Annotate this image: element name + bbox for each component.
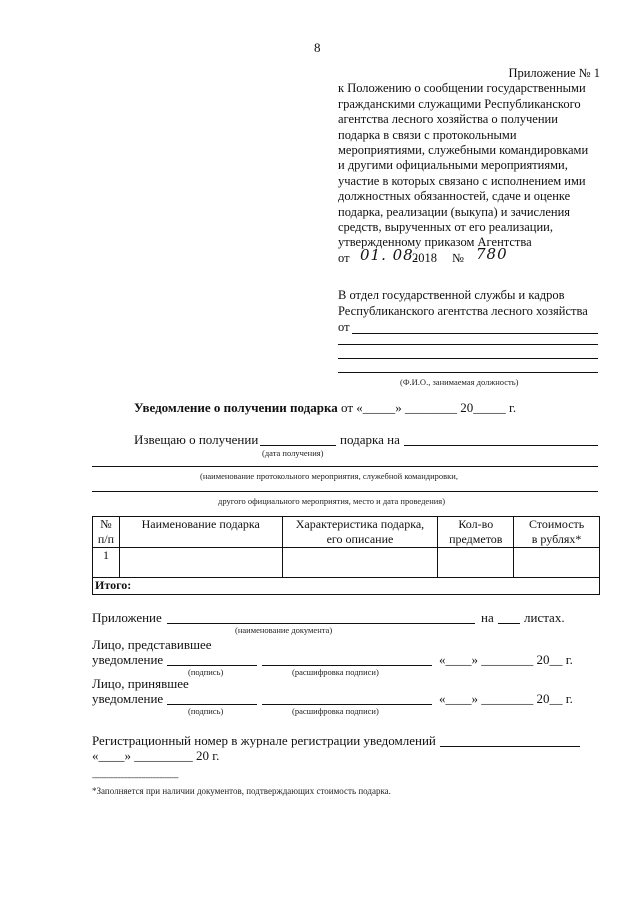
notice-date: от «_____» ________ 20_____ г. — [341, 400, 517, 415]
appendix-line: к Положению о сообщении государственными — [338, 81, 586, 96]
addressee-from: от — [338, 320, 350, 334]
year: 2018 — [412, 250, 437, 265]
quantity-cell[interactable] — [438, 548, 514, 578]
appendix-line: агентства лесного хозяйства о получении — [338, 112, 558, 127]
event-caption-1: (наименование протокольного мероприятия, служебной командировки, — [200, 471, 458, 481]
number-sign: № — [452, 250, 464, 265]
presenter-date: «____» ________ 20__ г. — [439, 652, 573, 667]
appendix-line: гражданскими служащими Республиканского — [338, 96, 581, 111]
receiver-decode-field[interactable] — [262, 704, 432, 705]
appendix-line: и другими официальными мероприятиями, — [338, 158, 568, 173]
presenter-signature-field[interactable] — [167, 665, 257, 666]
page-number: 8 — [314, 40, 321, 55]
registration-number-field[interactable] — [440, 746, 580, 747]
table-total-row — [93, 578, 600, 595]
appendix-line: подарка, реализации (выкупа) и зачисления — [338, 204, 571, 219]
event-caption-2: другого официального мероприятия, место и дата проведения) — [218, 496, 446, 506]
attachment-sheets-field[interactable] — [498, 623, 520, 624]
appendix-date-line — [338, 244, 600, 269]
notice-title: Уведомление о получении подарка — [134, 400, 338, 415]
inform-middle: подарка на — [340, 432, 400, 447]
inform-prefix: Извещаю о получении — [134, 432, 259, 447]
attachment-on: на — [481, 610, 494, 625]
receiver-line2: уведомление — [92, 691, 164, 706]
handwritten-number: 780 — [476, 244, 508, 263]
addressee-field-2[interactable] — [338, 344, 598, 345]
appendix-line: должностных обязанностей, сдаче и оценке — [338, 189, 571, 204]
registration-text: Регистрационный номер в журнале регистрации уведомлений — [92, 733, 436, 748]
receipt-date-field[interactable] — [260, 445, 336, 446]
appendix-line: средств, вырученных от его реализации, — [338, 220, 553, 235]
appendix-title: Приложение № 1 — [508, 66, 600, 80]
attachment-sheets: листах. — [524, 610, 565, 625]
gift-table — [92, 516, 600, 595]
footnote-separator: ------------------------------------- — [92, 772, 179, 782]
presenter-decode-field[interactable] — [262, 665, 432, 666]
presenter-sign-caption: (подпись) — [188, 667, 224, 677]
appendix-line: мероприятиями, служебными командировками — [338, 143, 589, 158]
total-label: Итого: — [93, 578, 600, 595]
registration-date: «____» _________ 20 г. — [92, 748, 220, 763]
header-quantity: Кол-во предметов — [438, 517, 514, 548]
appendix-line: утвержденному приказом Агентства — [338, 235, 532, 250]
addressee-from-field[interactable] — [352, 333, 598, 334]
header-description: Характеристика подарка, его описание — [282, 517, 438, 548]
description-cell[interactable] — [282, 548, 438, 578]
receiver-date: «____» ________ 20__ г. — [439, 691, 573, 706]
event-field-2[interactable] — [92, 466, 598, 467]
handwritten-date: 01. 08. — [360, 245, 420, 264]
receiver-line1: Лицо, принявшее — [92, 676, 189, 691]
addressee-line2: Республиканского агентства лесного хозяйства — [338, 304, 588, 318]
header-cost: Стоимость в рублях* — [514, 517, 600, 548]
appendix-line: участие в которых связано с исполнением ими — [338, 173, 586, 188]
presenter-line2: уведомление — [92, 652, 164, 667]
addressee-field-4[interactable] — [338, 372, 598, 373]
table-row — [93, 548, 600, 578]
addressee-field-3[interactable] — [338, 358, 598, 359]
appendix-block — [338, 66, 600, 269]
addressee-line1: В отдел государственной службы и кадров — [338, 288, 565, 302]
appendix-text — [338, 81, 600, 250]
attachment-caption: (наименование документа) — [235, 625, 333, 635]
cost-cell[interactable] — [514, 548, 600, 578]
presenter-decode-caption: (расшифровка подписи) — [292, 667, 379, 677]
receiver-signature-field[interactable] — [167, 704, 257, 705]
row-number-cell: 1 — [93, 548, 120, 578]
presenter-line1: Лицо, представившее — [92, 637, 212, 652]
header-gift-name: Наименование подарка — [119, 517, 282, 548]
header-number: № п/п — [93, 517, 120, 548]
notice-heading — [134, 400, 516, 416]
table-header-row — [93, 517, 600, 548]
event-field-1[interactable] — [404, 445, 598, 446]
date-prefix: от — [338, 250, 350, 265]
addressee-caption: (Ф.И.О., занимаемая должность) — [400, 377, 519, 387]
receipt-date-caption: (дата получения) — [262, 448, 324, 458]
receiver-sign-caption: (подпись) — [188, 706, 224, 716]
gift-name-cell[interactable] — [119, 548, 282, 578]
appendix-line: подарка в связи с протокольными — [338, 127, 517, 142]
attachment-prefix: Приложение — [92, 610, 162, 625]
attachment-doc-field[interactable] — [167, 623, 475, 624]
event-field-3[interactable] — [92, 491, 598, 492]
receiver-decode-caption: (расшифровка подписи) — [292, 706, 379, 716]
footnote-text: *Заполняется при наличии документов, подтверждающих стоимость подарка. — [92, 786, 391, 796]
